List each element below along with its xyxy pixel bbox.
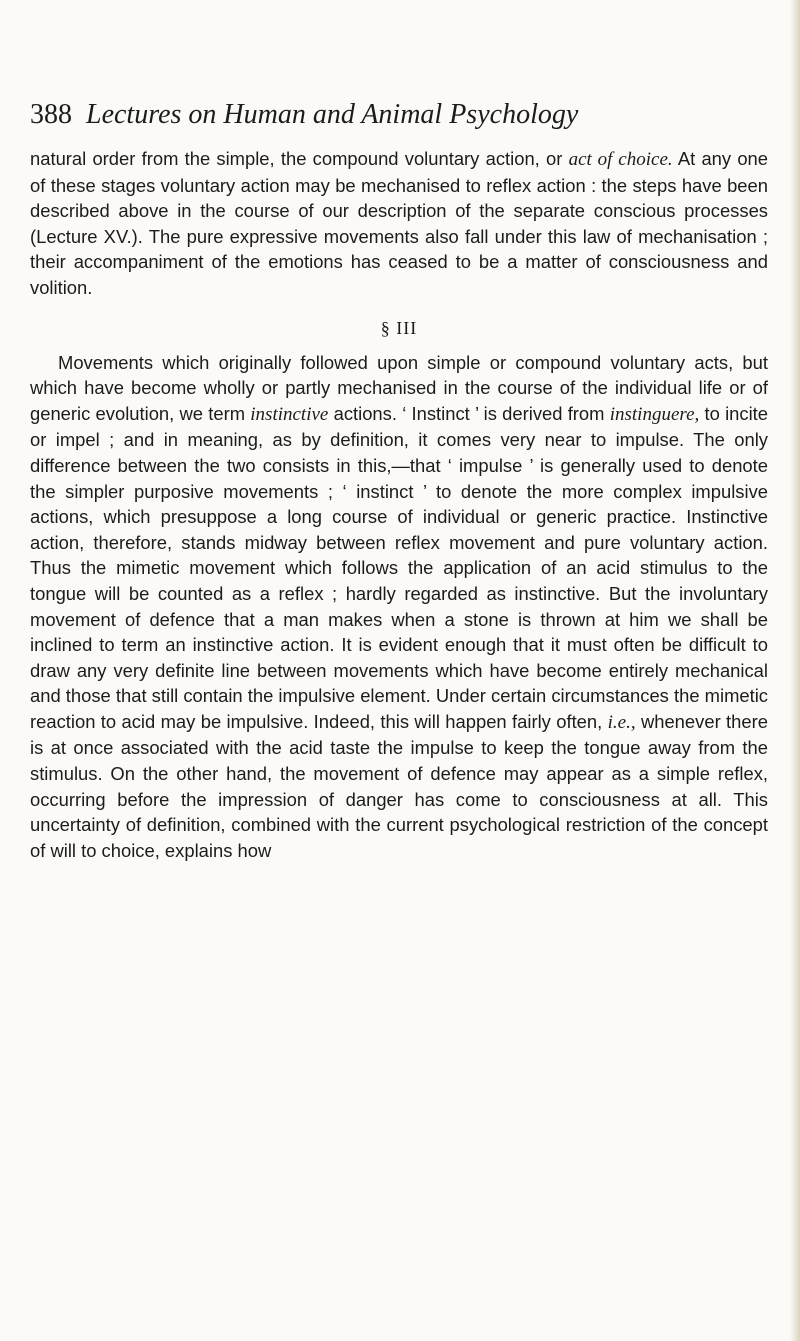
- running-head: [30, 98, 770, 132]
- paragraph-2-text: Movements which originally followed upon simple or compound voluntary acts, but which have become wholly or partly mechanised in the course of the individual life or of generic evolution, we term: [30, 351, 768, 424]
- paragraph-2-text-cont-3: whenever there is at once associated with the acid taste the impulse to keep the tongue away from the stimulus. On the other hand, the movement of defence may appear as a simple reflex, occurring before the impression of danger has come to consciousness at all. This uncertainty of definition, combined with the current psychological restriction of the concept of will to choice, explains how: [30, 710, 768, 861]
- page-number: 388: [30, 99, 72, 130]
- paragraph-2: [30, 350, 768, 864]
- paragraph-2-text-cont-2: to incite or impel ; and in meaning, as by definition, it comes very near to impulse. The only difference between the two consists in this,—that ‘ impulse ’ is generally used to denote the simpler purposive movements ; ‘ instinct ’ to denote the more complex impulsive actions, which presuppose a long course of individual or generic practice. Instinctive action, therefore, stands midway between reflex movement and pure voluntary action. Thus the mimetic movement which follows the application of an acid stimulus to the tongue will be counted as a reflex ; hardly regarded as instinctive. But the involuntary movement of defence that a man makes when a stone is thrown at him we shall be inclined to term an instinctive action. It is evident enough that it must often be difficult to draw any very definite line between movements which have become entirely mechanical and those that still contain the impulsive element. Under certain circumstances the mimetic reaction to acid may be impulsive. Indeed, this will happen fairly often,: [30, 402, 769, 732]
- paragraph-1-text-cont: At any one of these stages voluntary action may be mechanised to reflex action : the steps have been described above in the course of our description of the separate conscious processes (Lecture XV.). The pure expressive movements also fall under this law of mechanisation ; their accompaniment of the emotions has ceased to be a matter of consciousness and volition.: [30, 148, 768, 298]
- paragraph-1: [30, 146, 768, 301]
- paragraph-2-italic-instinctive: instinctive: [250, 403, 329, 425]
- paragraph-1-italic-term: act of choice.: [568, 149, 673, 170]
- paragraph-1-text: natural order from the simple, the compound voluntary action, or: [30, 148, 569, 169]
- body-text: [30, 146, 768, 863]
- paragraph-2-italic-instinguere: instinguere,: [609, 403, 700, 425]
- paragraph-2-italic-ie: i.e.,: [607, 711, 636, 733]
- paragraph-2-text-cont: actions. ‘ Instinct ’ is derived from: [328, 402, 610, 424]
- section-heading: § III: [380, 317, 418, 338]
- page-edge-shadow: [790, 0, 800, 1341]
- running-title: Lectures on Human and Animal Psychology: [86, 99, 579, 130]
